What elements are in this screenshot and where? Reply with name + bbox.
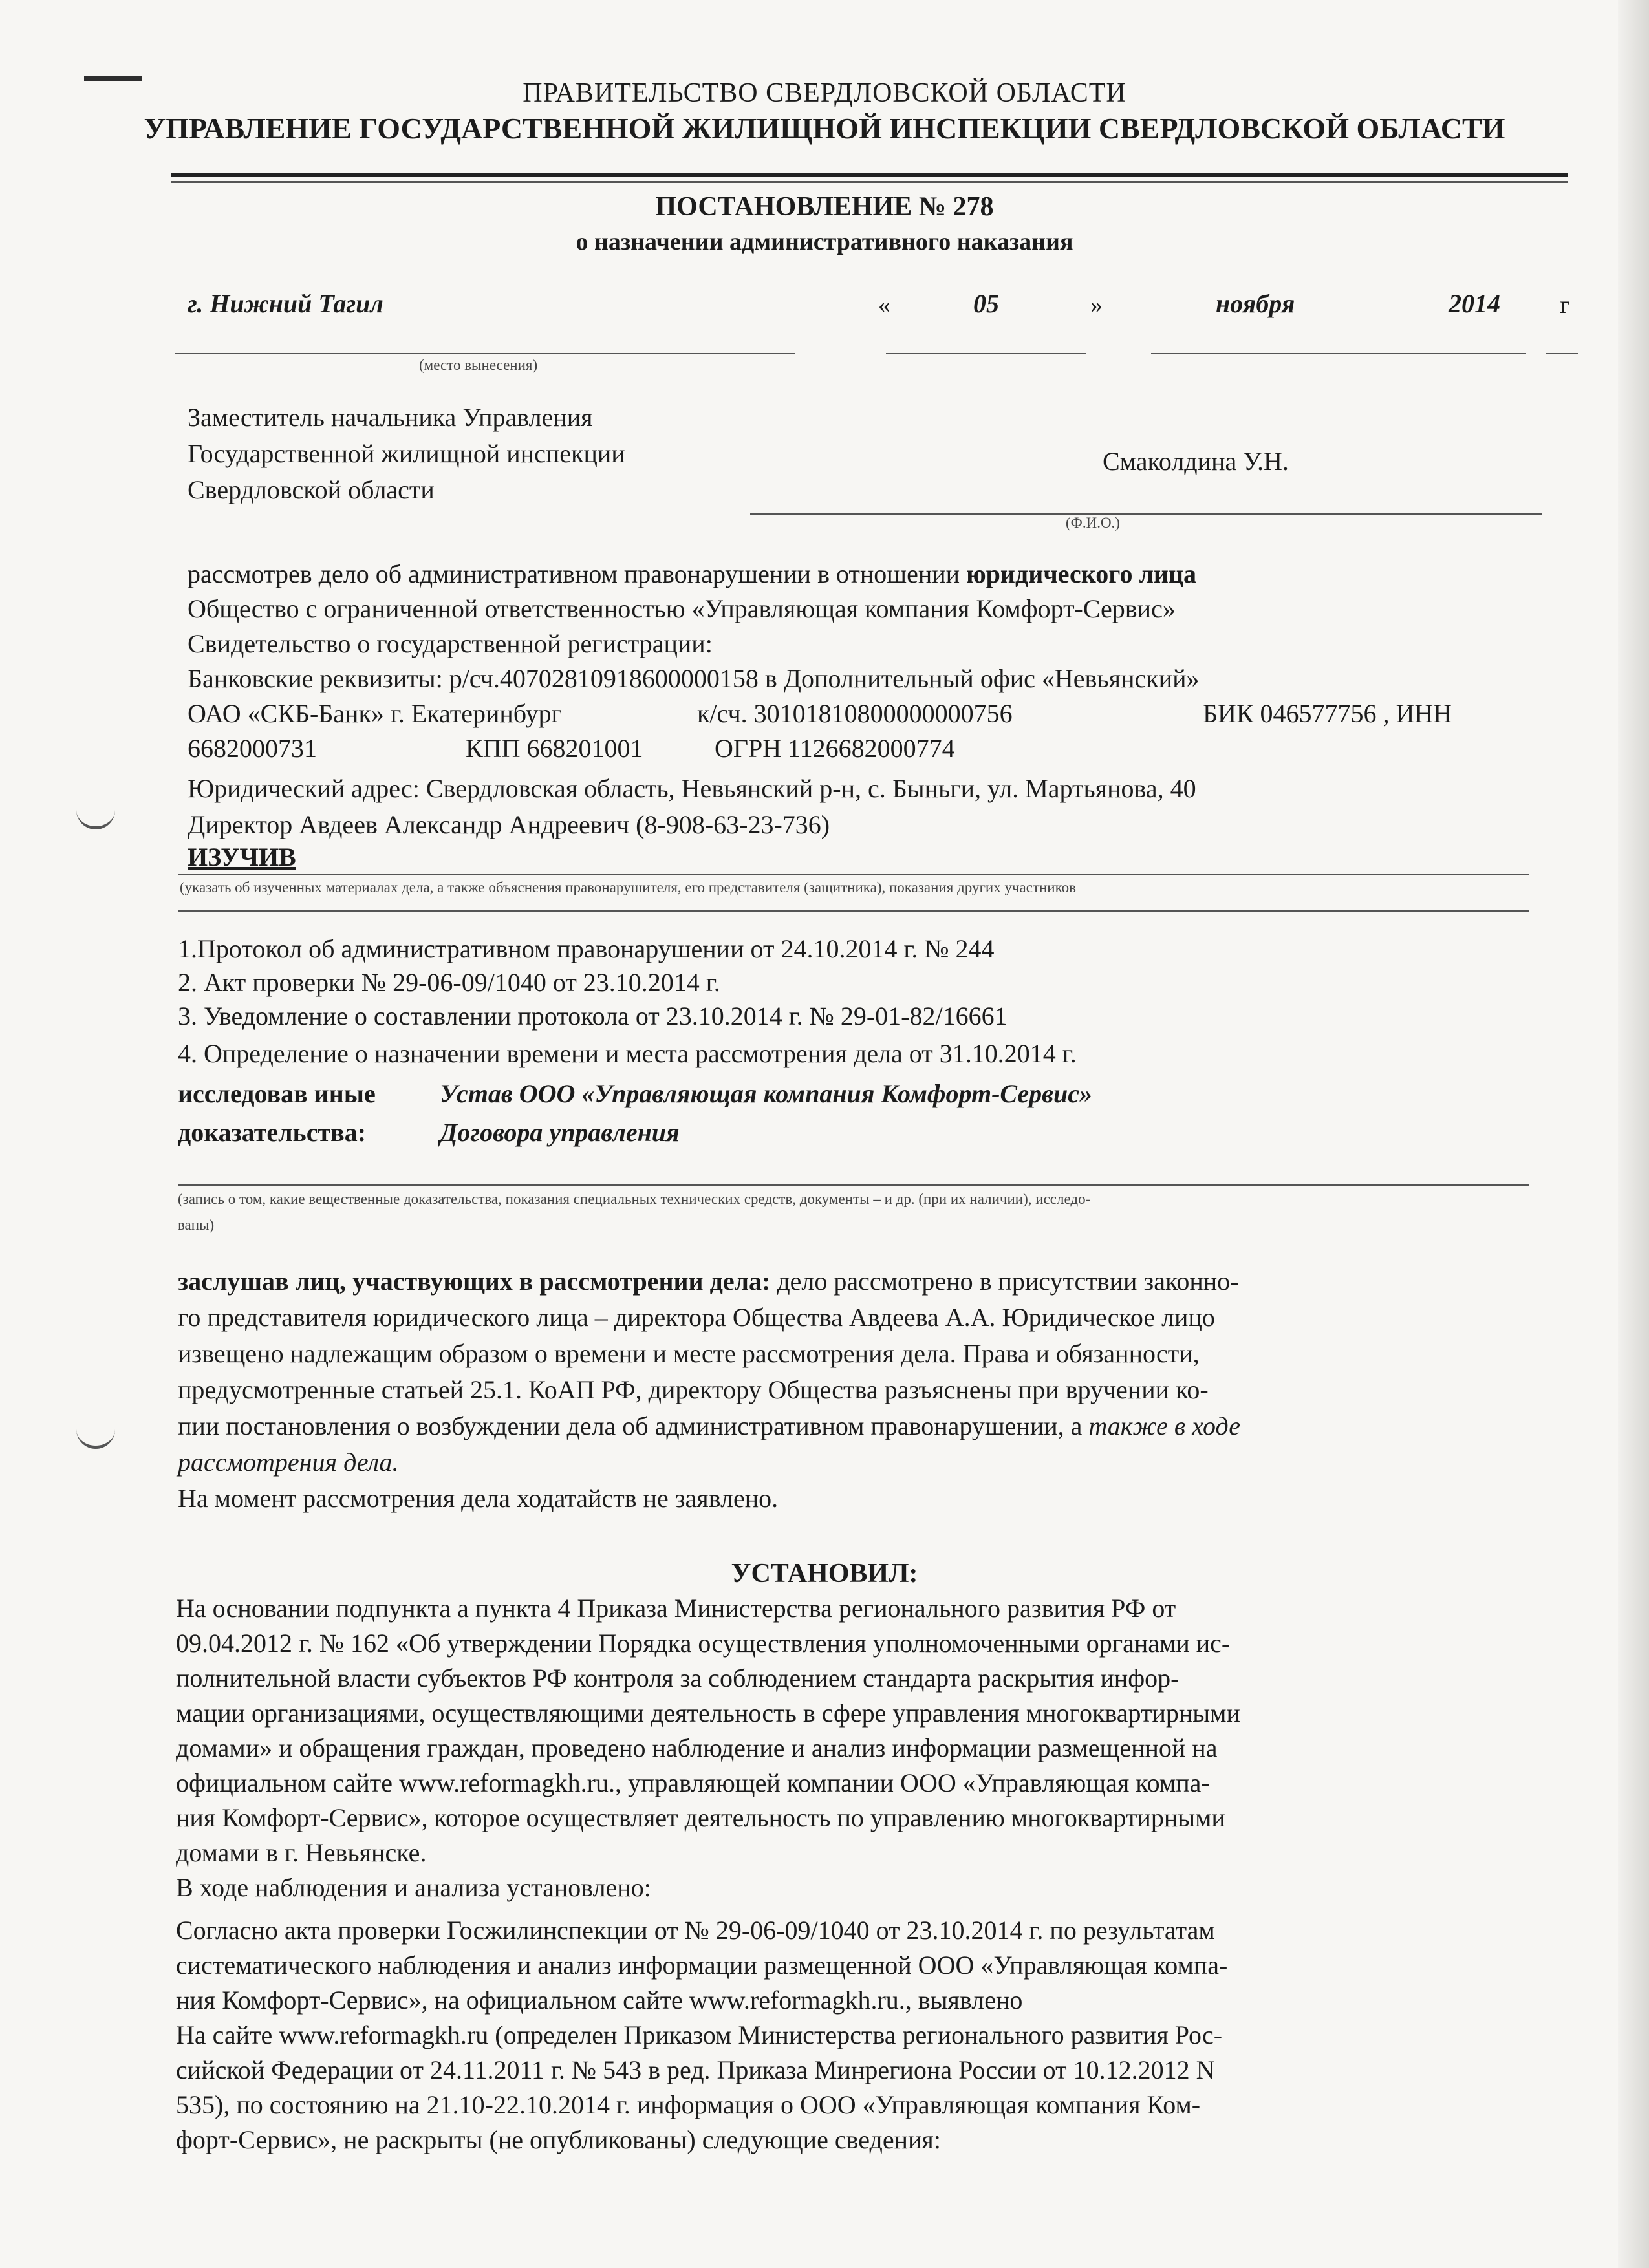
inn-value: 6682000731 xyxy=(188,734,317,763)
heard-line5 xyxy=(178,1411,1240,1441)
heard-line1 xyxy=(178,1266,1239,1296)
date-year: 2014 xyxy=(1449,289,1500,318)
official-position-line1: Заместитель начальника Управления xyxy=(188,403,593,432)
established-line: домами» и обращения граждан, проведено наблюдение и анализ информации размещенной на xyxy=(176,1733,1218,1762)
studied-item: 1.Протокол об административном правонарушении от 24.10.2014 г. № 244 xyxy=(178,934,995,963)
studied-caption-rule xyxy=(178,910,1529,912)
heard-text: дело рассмотрено в присутствии законно- xyxy=(770,1267,1239,1296)
official-name-caption: (Ф.И.О.) xyxy=(1066,515,1120,531)
evidence-rule xyxy=(178,1184,1529,1186)
heard-line5-text: пии постановления о возбуждении дела об административном правонарушении, а xyxy=(178,1411,1089,1440)
suffix-rule xyxy=(1546,353,1578,354)
studied-caption: (указать об изученных материалах дела, а также объяснения правонарушителя, его представителя (защитника), показания других участников xyxy=(180,879,1076,895)
official-position-line3: Свердловской области xyxy=(188,475,435,504)
ogrn-value: ОГРН 1126682000774 xyxy=(715,734,955,763)
heard-line5-italic: также в ходе xyxy=(1088,1411,1240,1440)
established-line: Согласно акта проверки Госжилинспекции от № 29-06-09/1040 от 23.10.2014 г. по результатам xyxy=(176,1916,1215,1945)
established-line: На основании подпункта а пункта 4 Приказа Министерства регионального развития РФ от xyxy=(176,1594,1176,1623)
evidence-value-line2: Договора управления xyxy=(440,1118,680,1147)
established-line: мации организациями, осуществляющими деятельность в сфере управления многоквартирными xyxy=(176,1698,1240,1728)
official-name-rule xyxy=(750,513,1542,515)
evidence-label-line2: доказательства: xyxy=(178,1118,367,1147)
heard-line6: рассмотрения дела. xyxy=(178,1448,399,1477)
punch-hole-mark xyxy=(76,1422,115,1449)
punch-hole-mark xyxy=(76,803,115,829)
studied-item: 3. Уведомление о составлении протокола от 23.10.2014 г. № 29-01-82/16661 xyxy=(178,1001,1008,1031)
established-line: На сайте www.reformagkh.ru (определен Приказом Министерства регионального развития Рос- xyxy=(176,2020,1223,2049)
document-subtitle: о назначении административного наказания xyxy=(576,228,1073,255)
header-rule xyxy=(171,173,1568,177)
bank-details-line2a: ОАО «СКБ-Банк» г. Екатеринбург xyxy=(188,699,563,728)
established-line: домами в г. Невьянске. xyxy=(176,1838,427,1867)
bank-details-line2b: к/сч. 30101810800000000756 xyxy=(697,699,1013,728)
studied-item: 2. Акт проверки № 29-06-09/1040 от 23.10.2014 г. xyxy=(178,968,720,997)
kpp-value: КПП 668201001 xyxy=(466,734,643,763)
evidence-caption-line2: ваны) xyxy=(178,1217,215,1233)
considered-subject: юридического лица xyxy=(966,559,1197,588)
evidence-caption-line1: (запись о том, какие вещественные доказательства, показания специальных технических средств, документы – и др. (при их наличии), исследо- xyxy=(178,1191,1091,1207)
scan-edge-shadow xyxy=(1618,0,1649,2268)
established-line: официальном сайте www.reformagkh.ru., управляющей компании ООО «Управляющая компа- xyxy=(176,1768,1210,1797)
established-line: форт-Сервис», не раскрыты (не опубликованы) следующие сведения: xyxy=(176,2125,941,2154)
established-line: ния Комфорт-Сервис», которое осуществляет деятельность по управлению многоквартирными xyxy=(176,1803,1225,1832)
established-line: 09.04.2012 г. № 162 «Об утверждении Порядка осуществления уполномоченными органами ис- xyxy=(176,1629,1231,1658)
heard-line2: го представителя юридического лица – директора Общества Авдеева А.А. Юридическое лицо xyxy=(178,1303,1215,1332)
month-year-rule xyxy=(1151,353,1526,354)
official-position-line2: Государственной жилищной инспекции xyxy=(188,439,625,468)
heard-label: заслушав лиц, участвующих в рассмотрении дела: xyxy=(178,1267,771,1296)
place-city: г. Нижний Тагил xyxy=(188,289,383,318)
evidence-label-line1: исследовав иные xyxy=(178,1079,376,1108)
established-line: систематического наблюдения и анализ информации размещенной ООО «Управляющая компа- xyxy=(176,1951,1228,1980)
official-name: Смаколдина У.Н. xyxy=(1103,447,1289,476)
day-rule xyxy=(886,353,1086,354)
established-heading: УСТАНОВИЛ: xyxy=(731,1559,918,1589)
evidence-value-line1: Устав ООО «Управляющая компания Комфорт-Сервис» xyxy=(440,1079,1092,1108)
studied-label: ИЗУЧИВ xyxy=(188,842,296,872)
year-suffix: г xyxy=(1560,292,1570,319)
department-name: УПРАВЛЕНИЕ ГОСУДАРСТВЕННОЙ ЖИЛИЩНОЙ ИНСПЕКЦИИ СВЕРДЛОВСКОЙ ОБЛАСТИ xyxy=(144,112,1505,145)
established-line: 535), по состоянию на 21.10-22.10.2014 г. информация о ООО «Управляющая компания Ком- xyxy=(176,2090,1201,2119)
established-line: полнительной власти субъектов РФ контроля за соблюдением стандарта раскрытия инфор- xyxy=(176,1664,1180,1693)
considered-line xyxy=(188,559,1196,589)
legal-address: Юридический адрес: Свердловская область, Невьянский р-н, с. Быньги, ул. Мартьянова, 40 xyxy=(188,774,1196,803)
place-rule xyxy=(175,353,795,354)
quote-close: » xyxy=(1090,292,1103,319)
government-name: ПРАВИТЕЛЬСТВО СВЕРДЛОВСКОЙ ОБЛАСТИ xyxy=(523,78,1126,108)
established-line: сийской Федерации от 24.11.2011 г. № 543 в ред. Приказа Минрегиона России от 10.12.2012 N xyxy=(176,2055,1215,2084)
director-line: Директор Авдеев Александр Андреевич (8-908-63-23-736) xyxy=(188,810,830,839)
date-day: 05 xyxy=(973,289,999,318)
heard-line4: предусмотренные статьей 25.1. КоАП РФ, директору Общества разъяснены при вручении ко- xyxy=(178,1375,1209,1404)
document-title: ПОСТАНОВЛЕНИЕ № 278 xyxy=(655,192,994,222)
place-caption: (место вынесения) xyxy=(419,357,538,373)
heard-line3: извещено надлежащим образом о времени и месте рассмотрения дела. Права и обязанности, xyxy=(178,1339,1200,1368)
considered-text: рассмотрев дело об административном правонарушении в отношении xyxy=(188,559,967,588)
established-line: В ходе наблюдения и анализа установлено: xyxy=(176,1873,651,1902)
heard-line7: На момент рассмотрения дела ходатайств не заявлено. xyxy=(178,1484,779,1513)
registration-line: Свидетельство о государственной регистрации: xyxy=(188,629,713,658)
established-line: ния Комфорт-Сервис», на официальном сайте www.reformagkh.ru., выявлено xyxy=(176,1985,1023,2015)
bank-details-line2c: БИК 046577756 , ИНН xyxy=(1203,699,1452,728)
header-rule-thin xyxy=(171,181,1568,183)
studied-item: 4. Определение о назначении времени и места рассмотрения дела от 31.10.2014 г. xyxy=(178,1039,1077,1068)
quote-open: « xyxy=(878,292,890,319)
org-name: Общество с ограниченной ответственностью «Управляющая компания Комфорт-Сервис» xyxy=(188,594,1176,623)
date-month: ноября xyxy=(1216,289,1295,318)
bank-details-line1: Банковские реквизиты: р/сч.40702810918600000158 в Дополнительный офис «Невьянский» xyxy=(188,664,1200,693)
studied-rule xyxy=(178,874,1529,875)
